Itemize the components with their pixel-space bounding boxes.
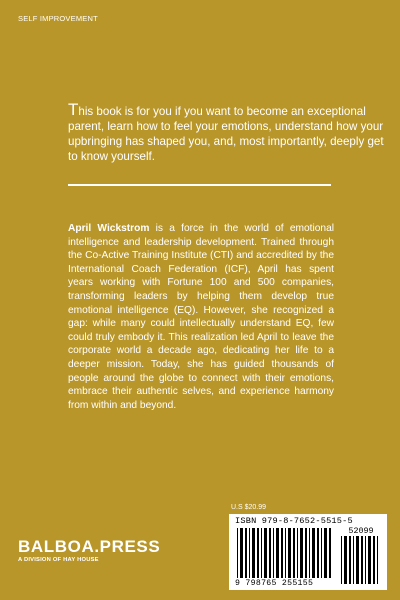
supplement-code-layer (229, 514, 387, 590)
price-label: U.S $20.99 (231, 504, 267, 511)
publisher-name: BALBOA.PRESS (18, 537, 161, 556)
tagline-paragraph (68, 100, 386, 164)
divider-rule (68, 184, 331, 186)
isbn-label: ISBN 979-8-7652-5515-5 (235, 516, 353, 526)
author-bio (68, 222, 334, 412)
publisher-subtitle: A DIVISION OF HAY HOUSE (18, 557, 99, 563)
ean-number: 9 798765 255155 (235, 579, 314, 588)
tagline-text: his book is for you if you want to become an exceptional parent, learn how to feel your emotions, understand how your upbringing has shaped you, and, most importantly, deeply get to know yourself. (68, 105, 384, 163)
author-bio-text: is a force in the world of emotional intelligence and leadership development. Trained through the Co-Active Training Institute (CTI) and accredited by the International Coach Federation (ICF), April has spent years working with Fortune 100 and 500 companies, transforming leaders by helping them develop true emotional intelligence (EQ). However, she recognized a gap: while many could intellectually understand EQ, few could truly embody it. This realization led April to leave the corporate world a decade ago, dedicating her life to a deeper mission. Today, she has guided thousands of people around the globe to connect with their emotions, embrace their authentic selves, and experience harmony from within and beyond. (68, 223, 334, 411)
author-name: April Wickstrom (68, 223, 150, 234)
tagline-dropcap: T (68, 100, 79, 119)
category-label: SELF IMPROVEMENT (18, 14, 98, 23)
isbn-barcode (229, 514, 387, 590)
publisher-logo (18, 538, 160, 563)
supplement-code: 52099 (348, 526, 374, 536)
